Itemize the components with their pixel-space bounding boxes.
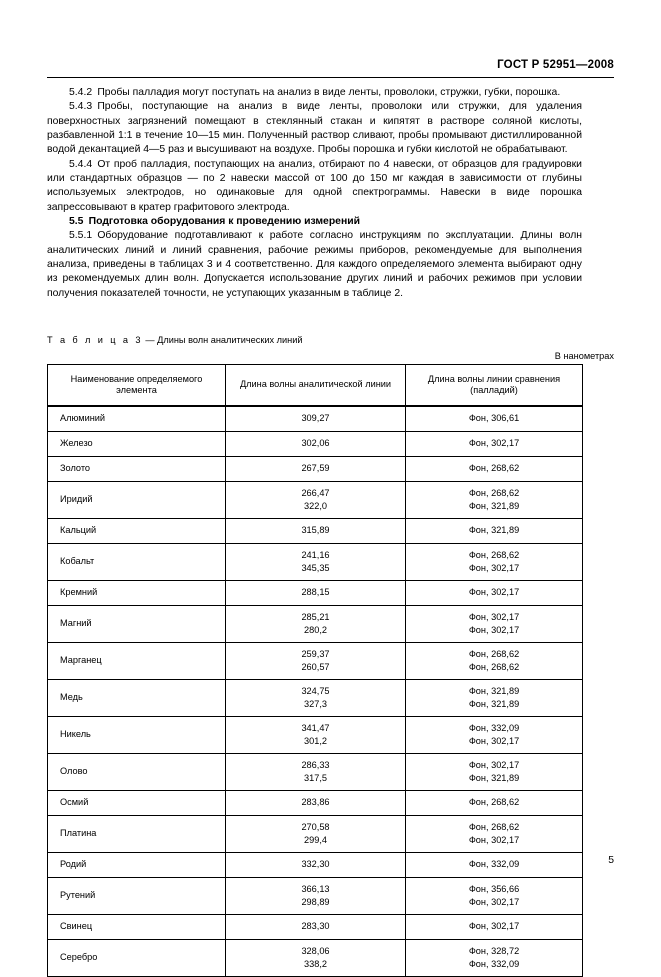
wavelength-value: 266,47 [301, 487, 330, 498]
paragraph-text: Пробы палладия могут поступать на анализ в виде ленты, проволоки, стружки, губки, порошка. [97, 87, 561, 98]
cell-reference-wavelength [406, 878, 583, 915]
wavelength-value: 317,5 [304, 773, 327, 783]
cell-element-name: Магний [48, 606, 226, 643]
cell-reference-wavelength [406, 754, 583, 791]
cell-reference-wavelength [406, 581, 583, 606]
section-number: 5.5 [69, 216, 84, 228]
cell-analytical-wavelength [226, 643, 406, 680]
reference-value: Фон, 268,62 [468, 821, 520, 832]
wavelength-value: 283,30 [301, 921, 330, 932]
wavelength-value: 280,2 [304, 625, 327, 635]
table-row [48, 482, 583, 519]
reference-value: Фон, 268,62 [468, 797, 520, 808]
cell-element-name: Никель [48, 717, 226, 754]
wavelength-value: 259,37 [301, 648, 330, 659]
table-caption [47, 334, 303, 346]
table-row [48, 519, 583, 544]
cell-element-name: Кобальт [48, 544, 226, 581]
wavelength-value: 288,15 [301, 587, 330, 598]
table-row [48, 606, 583, 643]
cell-reference-wavelength [406, 432, 583, 457]
table-row [48, 754, 583, 791]
paragraph-text: От проб палладия, поступающих на анализ, отбирают по 4 навески, от образцов для градуировки или стандартных образцов — по 2 навески массой от 100 до 150 мг каждая в зависимости от глубины используемых электродов, но одинаковые для одной спектрограммы. Навески в виде порошка запрессовывают в кратер графитового электрода. [47, 158, 582, 213]
cell-reference-wavelength [406, 519, 583, 544]
reference-value: Фон, 321,89 [468, 699, 520, 709]
cell-element-name: Олово [48, 754, 226, 791]
body-text-block [47, 86, 582, 301]
table-row [48, 940, 583, 977]
cell-reference-wavelength [406, 717, 583, 754]
cell-analytical-wavelength [226, 878, 406, 915]
reference-value: Фон, 321,89 [468, 501, 520, 511]
column-header-reference-wavelength [406, 365, 583, 407]
reference-value: Фон, 356,66 [468, 883, 520, 894]
paragraph-5-4-2 [47, 86, 582, 100]
cell-reference-wavelength [406, 457, 583, 482]
cell-element-name: Серебро [48, 940, 226, 977]
reference-value: Фон, 302,17 [468, 759, 520, 770]
reference-value: Фон, 321,89 [468, 685, 520, 696]
reference-value: Фон, 268,62 [468, 487, 520, 498]
wavelength-value: 260,57 [301, 662, 330, 672]
cell-analytical-wavelength [226, 432, 406, 457]
wavelength-value: 324,75 [301, 685, 330, 696]
cell-analytical-wavelength [226, 915, 406, 940]
wavelength-value: 322,0 [304, 501, 327, 511]
reference-value: Фон, 302,17 [468, 921, 520, 932]
wavelength-value: 309,27 [301, 413, 330, 424]
table-row [48, 791, 583, 816]
table-body [48, 406, 583, 977]
paragraph-number: 5.5.1 [69, 230, 93, 242]
paragraph-text: Пробы, поступающие на анализ в виде ленты, проволоки или стружки, для удаления поверхностных загрязнений помещают в стеклянный стакан и кипятят в растворе соляной кислоты, разбавленной 1:1 в течение 10—15 мин. Полученный раствор сливают, пробы промывают дистиллированной водой декантацией 4—5 раз и высушивают на воздухе. Пробы порошка и губки кислотой не обрабатывают. [47, 101, 582, 156]
column-header-element [48, 365, 226, 407]
table-caption-title: Длины волн аналитических линий [157, 335, 303, 345]
cell-element-name: Медь [48, 680, 226, 717]
cell-element-name: Платина [48, 816, 226, 853]
wavelength-value: 366,13 [301, 883, 330, 894]
wavelength-value: 267,59 [301, 463, 330, 474]
cell-analytical-wavelength [226, 853, 406, 878]
reference-value: Фон, 302,17 [468, 438, 520, 449]
cell-analytical-wavelength [226, 680, 406, 717]
cell-reference-wavelength [406, 940, 583, 977]
reference-value: Фон, 302,17 [468, 736, 520, 746]
cell-element-name: Свинец [48, 915, 226, 940]
table-head [48, 365, 583, 407]
wavelength-value: 301,2 [304, 736, 327, 746]
table-caption-dash: — [142, 335, 158, 345]
cell-reference-wavelength [406, 680, 583, 717]
reference-value: Фон, 302,17 [468, 587, 520, 598]
cell-reference-wavelength [406, 853, 583, 878]
cell-reference-wavelength [406, 816, 583, 853]
table-caption-label: Т а б л и ц а 3 [47, 335, 143, 345]
cell-element-name: Марганец [48, 643, 226, 680]
table-row [48, 544, 583, 581]
cell-element-name: Золото [48, 457, 226, 482]
cell-element-name: Родий [48, 853, 226, 878]
cell-element-name: Рутений [48, 878, 226, 915]
table-row [48, 717, 583, 754]
wavelength-value: 327,3 [304, 699, 327, 709]
wavelength-value: 286,33 [301, 759, 330, 770]
cell-analytical-wavelength [226, 816, 406, 853]
wavelength-value: 328,06 [301, 945, 330, 956]
cell-reference-wavelength [406, 606, 583, 643]
paragraph-number: 5.4.4 [69, 158, 93, 170]
wavelength-value: 345,35 [301, 563, 330, 573]
cell-element-name: Иридий [48, 482, 226, 519]
cell-analytical-wavelength [226, 791, 406, 816]
table-row [48, 432, 583, 457]
wavelength-value: 338,2 [304, 959, 327, 969]
table-row [48, 406, 583, 432]
cell-analytical-wavelength [226, 754, 406, 791]
reference-value: Фон, 328,72 [468, 945, 520, 956]
reference-value: Фон, 302,17 [468, 625, 520, 635]
wavelength-value: 332,30 [301, 859, 330, 870]
table-units-note: В нанометрах [554, 351, 614, 361]
cell-analytical-wavelength [226, 519, 406, 544]
section-heading-5-5 [47, 215, 582, 229]
paragraph-5-4-3 [47, 100, 582, 157]
cell-analytical-wavelength [226, 482, 406, 519]
table-row [48, 643, 583, 680]
table-row [48, 680, 583, 717]
cell-reference-wavelength [406, 915, 583, 940]
header-line: элемента [116, 385, 157, 395]
wavelength-value: 298,89 [301, 897, 330, 907]
cell-reference-wavelength [406, 791, 583, 816]
column-header-analytical-wavelength [226, 365, 406, 407]
cell-reference-wavelength [406, 643, 583, 680]
cell-analytical-wavelength [226, 457, 406, 482]
paragraph-number: 5.4.3 [69, 101, 93, 113]
header-line: Длина волны линии сравнения [427, 373, 561, 384]
cell-reference-wavelength [406, 482, 583, 519]
section-title: Подготовка оборудования к проведению измерений [88, 216, 361, 228]
header-line: Наименование определяемого [70, 373, 203, 384]
cell-analytical-wavelength [226, 717, 406, 754]
header-line: (палладий) [470, 385, 518, 395]
cell-element-name: Кремний [48, 581, 226, 606]
reference-value: Фон, 332,09 [468, 722, 520, 733]
cell-reference-wavelength [406, 406, 583, 432]
cell-element-name: Кальций [48, 519, 226, 544]
table-row [48, 816, 583, 853]
reference-value: Фон, 321,89 [468, 773, 520, 783]
cell-reference-wavelength [406, 544, 583, 581]
running-head-standard-ref: ГОСТ Р 52951—2008 [497, 59, 614, 71]
table-row [48, 915, 583, 940]
cell-analytical-wavelength [226, 581, 406, 606]
cell-element-name: Осмий [48, 791, 226, 816]
paragraph-text: Оборудование подготавливают к работе согласно инструкциям по эксплуатации. Длины волн аналитических линий и линий сравнения, рабочие режимы приборов, рекомендуемые для выполнения анализа, приведены в таблицах 3 и 4 соответственно. Для каждого определяемого элемента выбирают одну из рекомендуемых длин волн. Допускается использование других линий и рабочих режимов при условии получения показателей точности, не уступающих указанным в таблице 2. [47, 230, 582, 299]
table-header-row [48, 365, 583, 407]
paragraph-5-5-1 [47, 229, 582, 301]
reference-value: Фон, 306,61 [468, 413, 520, 424]
cell-analytical-wavelength [226, 406, 406, 432]
wavelength-value: 283,86 [301, 797, 330, 808]
table-row [48, 581, 583, 606]
table-row [48, 457, 583, 482]
header-line: Длина волны аналитической линии [239, 379, 392, 390]
wavelength-value: 299,4 [304, 835, 327, 845]
reference-value: Фон, 332,09 [468, 959, 520, 969]
table-row [48, 853, 583, 878]
reference-value: Фон, 268,62 [468, 549, 520, 560]
reference-value: Фон, 268,62 [468, 662, 520, 672]
page-number: 5 [608, 855, 614, 866]
cell-analytical-wavelength [226, 940, 406, 977]
reference-value: Фон, 302,17 [468, 897, 520, 907]
header-rule [47, 77, 614, 78]
wavelength-value: 285,21 [301, 611, 330, 622]
reference-value: Фон, 268,62 [468, 463, 520, 474]
table-row [48, 878, 583, 915]
reference-value: Фон, 268,62 [468, 648, 520, 659]
reference-value: Фон, 302,17 [468, 563, 520, 573]
reference-value: Фон, 321,89 [468, 525, 520, 536]
wavelength-value: 302,06 [301, 438, 330, 449]
wavelength-value: 270,58 [301, 821, 330, 832]
paragraph-number: 5.4.2 [69, 87, 93, 98]
reference-value: Фон, 302,17 [468, 835, 520, 845]
cell-element-name: Железо [48, 432, 226, 457]
cell-analytical-wavelength [226, 606, 406, 643]
wavelength-value: 241,16 [301, 549, 330, 560]
cell-analytical-wavelength [226, 544, 406, 581]
paragraph-5-4-4 [47, 158, 582, 215]
wavelength-value: 341,47 [301, 722, 330, 733]
wavelength-value: 315,89 [301, 525, 330, 536]
reference-value: Фон, 332,09 [468, 859, 520, 870]
cell-element-name: Алюминий [48, 406, 226, 432]
wavelengths-table [47, 364, 583, 977]
reference-value: Фон, 302,17 [468, 611, 520, 622]
